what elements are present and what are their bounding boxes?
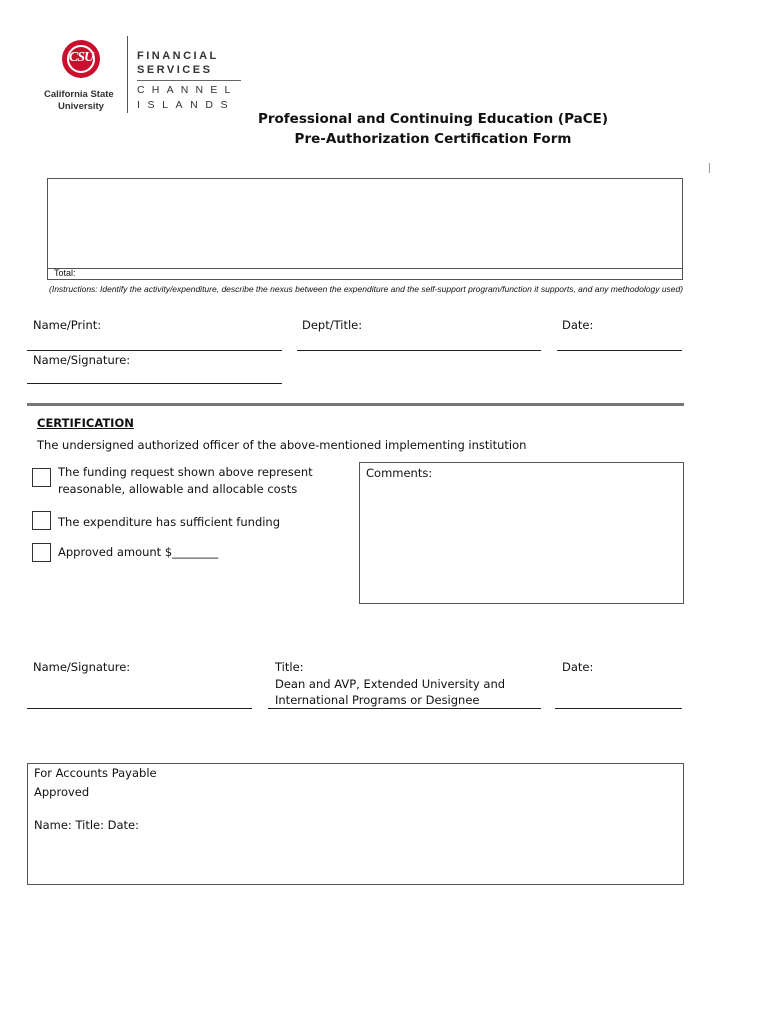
approver-date-line[interactable] bbox=[555, 708, 682, 709]
sufficient-funding-label: The expenditure has sufficient funding bbox=[58, 515, 281, 529]
sufficient-funding-checkbox[interactable] bbox=[32, 511, 51, 530]
approver-signature-line[interactable] bbox=[27, 708, 252, 709]
dept-name-line2: SERVICES bbox=[137, 64, 213, 76]
approver-date-label: Date: bbox=[562, 660, 594, 674]
accounts-payable-approved: Approved bbox=[34, 785, 90, 799]
accounts-payable-heading: For Accounts Payable bbox=[34, 766, 157, 780]
name-print-label: Name/Print: bbox=[33, 318, 102, 332]
dept-name-line1: FINANCIAL bbox=[137, 50, 219, 62]
form-subtitle: Pre-Authorization Certification Form bbox=[294, 131, 572, 147]
approver-title-line[interactable] bbox=[268, 708, 541, 709]
approver-title-label: Title: bbox=[275, 660, 304, 674]
comments-label: Comments: bbox=[366, 466, 433, 480]
logo-divider bbox=[127, 36, 128, 113]
university-name-line2: University bbox=[58, 101, 104, 112]
reasonable-costs-checkbox[interactable] bbox=[32, 468, 51, 487]
date-label: Date: bbox=[562, 318, 594, 332]
approved-amount-label: Approved amount $________ bbox=[58, 545, 219, 559]
instructions-text: (Instructions: Identify the activity/expenditure, describe the nexus between the expenditure and the self-support program/function it supports, and any methodology used) bbox=[49, 284, 684, 294]
name-signature-line[interactable] bbox=[27, 383, 282, 384]
date-line[interactable] bbox=[557, 350, 682, 351]
seal-text: CSU bbox=[68, 50, 94, 65]
csu-seal-logo bbox=[62, 40, 100, 78]
approver-title-line2: International Programs or Designee bbox=[275, 693, 480, 707]
stray-mark bbox=[709, 163, 710, 173]
reasonable-costs-label-line2: reasonable, allowable and allocable costs bbox=[58, 482, 298, 496]
dept-title-line[interactable] bbox=[297, 350, 541, 351]
campus-name-line2: ISLANDS bbox=[137, 99, 236, 111]
comments-field[interactable] bbox=[359, 462, 684, 604]
approver-title-line1: Dean and AVP, Extended University and bbox=[275, 677, 506, 691]
university-name-line1: California State bbox=[44, 89, 114, 100]
approved-amount-checkbox[interactable] bbox=[32, 543, 51, 562]
total-label: Total: bbox=[54, 268, 76, 278]
campus-name-line1: CHANNEL bbox=[137, 84, 238, 96]
approver-name-signature-label: Name/Signature: bbox=[33, 660, 131, 674]
expenditure-description-field[interactable] bbox=[47, 178, 683, 269]
name-print-line[interactable] bbox=[27, 350, 282, 351]
reasonable-costs-label-line1: The funding request shown above represent bbox=[58, 465, 313, 479]
form-title: Professional and Continuing Education (PaCE) bbox=[257, 111, 609, 127]
section-divider bbox=[27, 403, 684, 406]
certification-statement: The undersigned authorized officer of the above-mentioned implementing institution bbox=[37, 438, 527, 452]
total-field[interactable] bbox=[47, 267, 683, 280]
logo-rule bbox=[137, 80, 241, 81]
name-signature-label: Name/Signature: bbox=[33, 353, 131, 367]
dept-title-label: Dept/Title: bbox=[302, 318, 363, 332]
accounts-payable-signoff: Name: Title: Date: bbox=[34, 818, 139, 832]
certification-heading: CERTIFICATION bbox=[37, 416, 134, 430]
